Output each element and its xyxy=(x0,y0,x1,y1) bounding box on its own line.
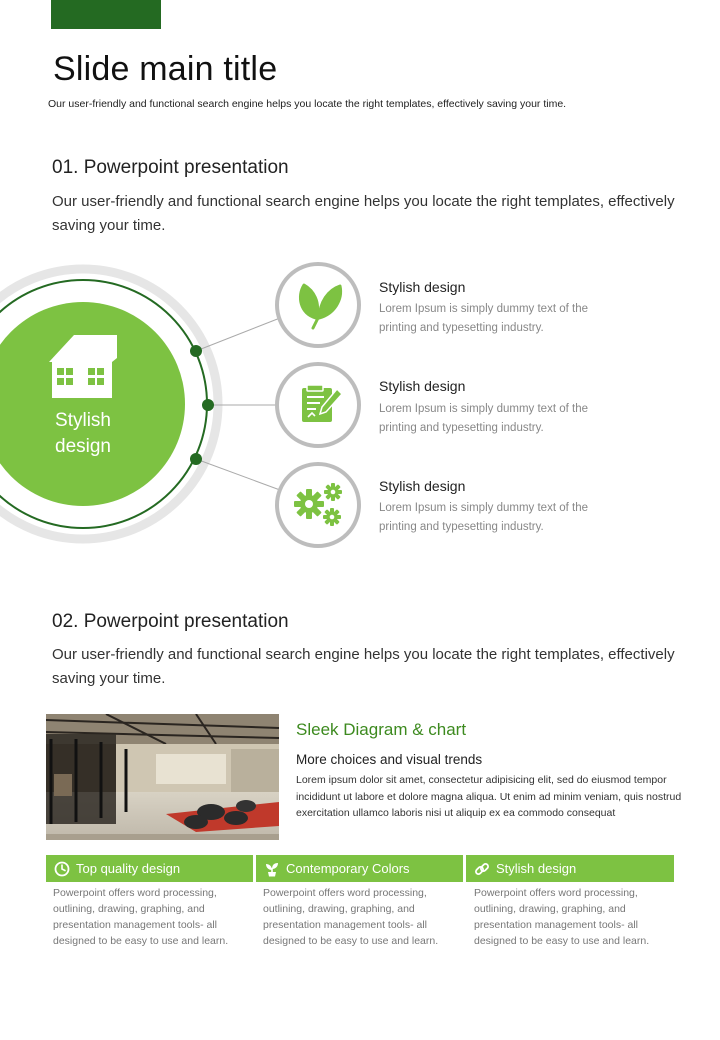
center-circle-label xyxy=(33,408,133,460)
more-title: More choices and visual trends xyxy=(296,752,483,767)
section1-title: 01. Powerpoint presentation xyxy=(52,157,289,178)
item-text-3: Lorem Ipsum is simply dummy text of the printing and typesetting industry. xyxy=(379,502,588,533)
header-accent-bar xyxy=(51,0,161,29)
page-title: Slide main title xyxy=(53,50,278,88)
feature-bar-2 xyxy=(256,855,463,882)
feature-bar-3 xyxy=(466,855,674,882)
connector-line-1 xyxy=(196,318,280,351)
section2-text: Our user-friendly and functional search engine helps you locate the right templates, effectively saving your time. xyxy=(52,646,675,687)
sleek-title: Sleek Diagram & chart xyxy=(296,720,467,739)
section2-title: 02. Powerpoint presentation xyxy=(52,611,289,632)
feature-text-3: Powerpoint offers word processing, outlining, drawing, graphing, and presentation management tools- all designed to be easy to use and learn. xyxy=(474,887,650,947)
item-title-2: Stylish design xyxy=(379,378,466,394)
connector-dot-2 xyxy=(202,399,214,411)
page-subtitle: Our user-friendly and functional search engine helps you locate the right templates, effectively saving your time. xyxy=(48,98,567,110)
center-circle xyxy=(0,302,185,506)
item-title-3: Stylish design xyxy=(379,478,466,494)
feature-label-3: Stylish design xyxy=(496,861,577,876)
office-photo xyxy=(46,714,279,840)
feature-text-2: Powerpoint offers word processing, outlining, drawing, graphing, and presentation management tools- all designed to be easy to use and learn. xyxy=(263,887,439,947)
connector-dot-3 xyxy=(190,453,202,465)
link-icon xyxy=(474,861,490,877)
feature-label-2: Contemporary Colors xyxy=(286,861,410,876)
item-text-1: Lorem Ipsum is simply dummy text of the printing and typesetting industry. xyxy=(379,303,588,334)
center-label-line2: design xyxy=(55,436,111,457)
feature-label-1: Top quality design xyxy=(76,861,181,876)
item-title-1: Stylish design xyxy=(379,279,466,295)
connector-line-3 xyxy=(196,459,280,490)
lorem-text: Lorem ipsum dolor sit amet, consectetur adipisicing elit, sed do eiusmod tempor incididunt ut labore et dolore magna aliqua. Ut enim ad minim veniam, quis nostrud exercitation ullamco laboris nisi ut aliquip ex ea commodo consequat xyxy=(296,774,682,819)
feature-text-1: Powerpoint offers word processing, outlining, drawing, graphing, and presentation management tools- all designed to be easy to use and learn. xyxy=(53,887,229,947)
feature-bar-1 xyxy=(46,855,253,882)
plant-icon xyxy=(264,861,280,877)
item-text-2: Lorem Ipsum is simply dummy text of the printing and typesetting industry. xyxy=(379,403,588,434)
clock-icon xyxy=(54,861,70,877)
connector-dot-1 xyxy=(190,345,202,357)
center-label-line1: Stylish xyxy=(55,410,111,431)
section1-text: Our user-friendly and functional search engine helps you locate the right templates, effectively saving your time. xyxy=(52,193,675,234)
